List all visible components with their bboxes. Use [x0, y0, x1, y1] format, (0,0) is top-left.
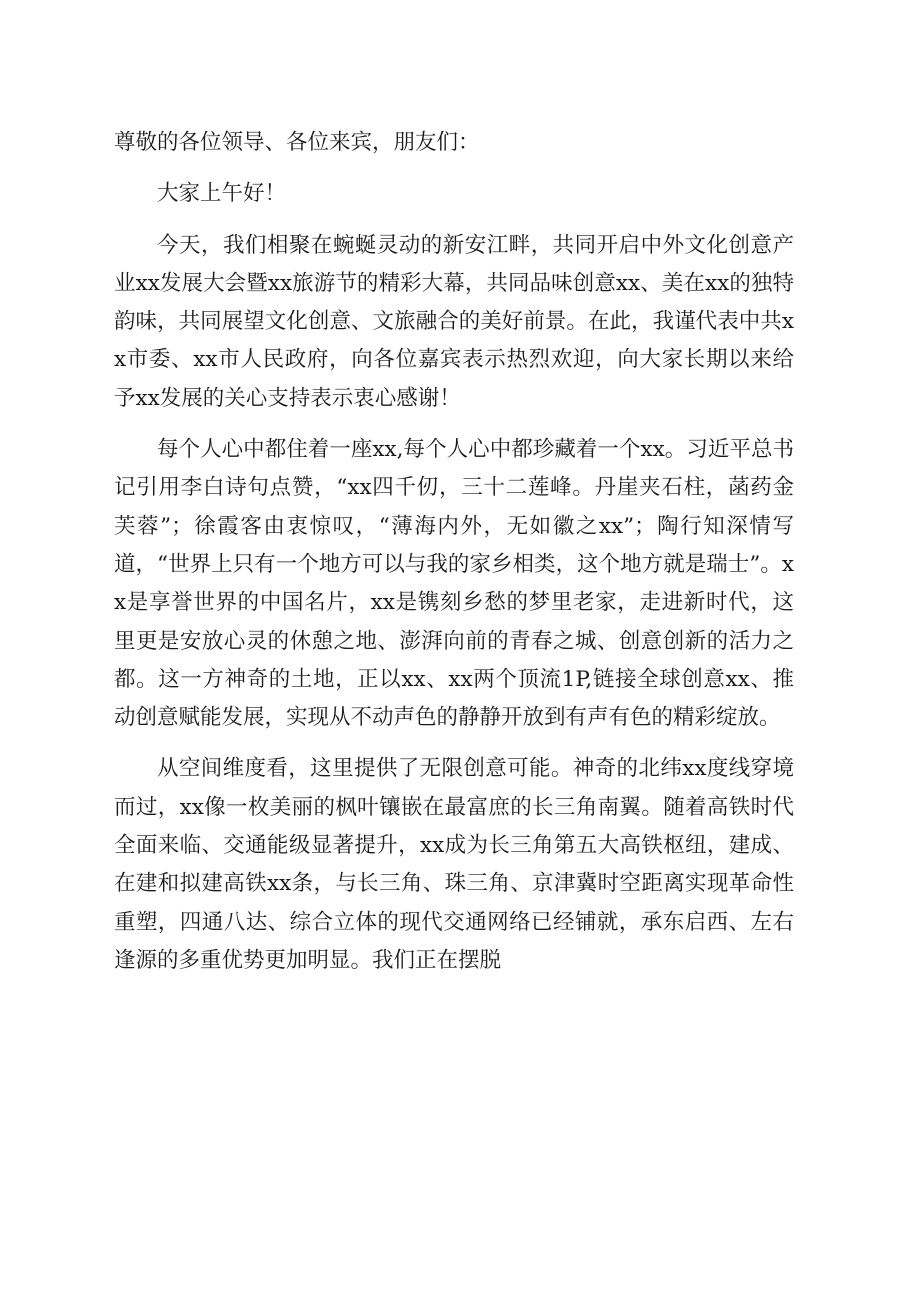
speech-body: [114, 124, 794, 980]
paragraph-heritage: 每个人心中都住着一座xx,每个人心中都珍藏着一个xx。习近平总书记引用李白诗句点赞，“xx四千仞，三十二莲峰。丹崖夹石柱，菡药金芙蓉”；徐霞客由衷惊叹，“薄海内外，无如徽之xx”；陶行知深情写道，“世界上只有一个地方可以与我的家乡相类，这个地方就是瑞士”。xx是享誉世界的中国名片，xx是镌刻乡愁的梦里老家，走进新时代，这里更是安放心灵的休憩之地、澎湃向前的青春之城、创意创新的活力之都。这一方神奇的土地，正以xx、xx两个顶流1P,链接全球创意xx、推动创意赋能发展，实现从不动声色的静静开放到有声有色的精彩绽放。: [114, 437, 794, 731]
salutation: 尊敬的各位领导、各位来宾，朋友们：: [114, 130, 480, 155]
paragraph-opening: 今天，我们相聚在蜿蜒灵动的新安江畔，共同开启中外文化创意产业xx发展大会暨xx旅游节的精彩大幕，共同品味创意xx、美在xx的独特韵味，共同展望文化创意、文旅融合的美好前景。在此，我谨代表中共xx市委、xx市人民政府，向各位嘉宾表示热烈欢迎，向大家长期以来给予xx发展的关心支持表示衷心感谢！: [114, 232, 794, 411]
greeting: 大家上午好！: [157, 181, 287, 207]
paragraph-spatial: 从空间维度看，这里提供了无限创意可能。神奇的北纬xx度线穿境而过，xx像一枚美丽的枫叶镶嵌在最富庶的长三角南翼。随着高铁时代全面来临、交通能级显著提升，xx成为长三角第五大高铁枢纽，建成、在建和拟建高铁xx条，与长三角、珠三角、京津冀时空距离实现革命性重塑，四通八达、综合立体的现代交通网络已经铺就，承东启西、左右逢源的多重优势更加明显。我们正在摆脱: [114, 756, 794, 973]
